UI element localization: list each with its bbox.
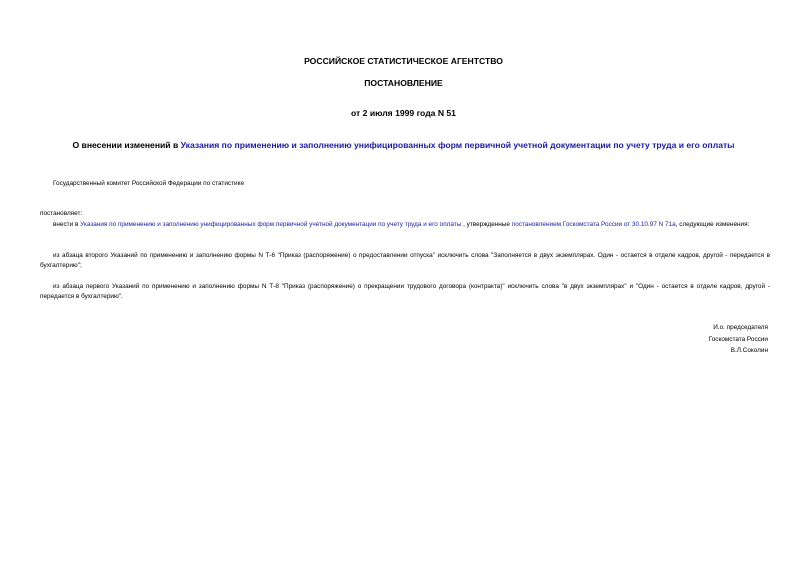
title-link[interactable]: Указания по применению и заполнению унифицированных форм первичной учетной документации по учету труда и его оплаты xyxy=(180,140,735,150)
title-prefix: О внесении изменений в xyxy=(72,140,181,150)
item-1-prefix: внести в xyxy=(53,221,81,228)
item-1-link-resolution[interactable]: постановлением Госкомстата России от 30.10.97 N 71а xyxy=(511,221,676,228)
item-1-paragraph xyxy=(40,220,770,230)
item-1-link-instructions[interactable]: Указания по применению и заполнению унифицированных форм первичной учетной документации по учету труда и его оплаты xyxy=(80,221,462,228)
document-title xyxy=(0,140,807,150)
agency-heading: РОССИЙСКОЕ СТАТИСТИЧЕСКОЕ АГЕНТСТВО xyxy=(304,56,503,66)
item-2-paragraph: из абзаца второго Указаний по применению и заполнению формы N Т-6 "Приказ (распоряжение) о предоставлении отпуска" исключить слова "Заполняется в двух экземплярах. Один - остается в отделе кадров, другой - передается в бухгалтерию"; xyxy=(40,252,770,269)
document-type-heading: ПОСТАНОВЛЕНИЕ xyxy=(364,78,443,88)
document-date-number: от 2 июля 1999 года N 51 xyxy=(351,108,456,118)
signature-name: В.Л.Соколин xyxy=(730,347,768,354)
decrees-paragraph: постановляет: xyxy=(40,210,83,217)
item-3-paragraph: из абзаца первого Указаний по применению и заполнению формы N Т-8 "Приказ (распоряжение) о прекращении трудового договора (контракта)" исключить слова "в двух экземплярах" и "Один - остается в отделе кадров, другой - передается в бухгалтерию". xyxy=(40,283,770,300)
committee-paragraph: Государственный комитет Российской Федерации по статистике xyxy=(53,180,245,187)
signature-position: И.о. председателя xyxy=(713,324,768,331)
signature-organization: Госкомстата России xyxy=(708,336,768,343)
item-1-middle: , утвержденные xyxy=(461,221,512,228)
item-1-suffix: , следующие изменения: xyxy=(675,221,750,228)
